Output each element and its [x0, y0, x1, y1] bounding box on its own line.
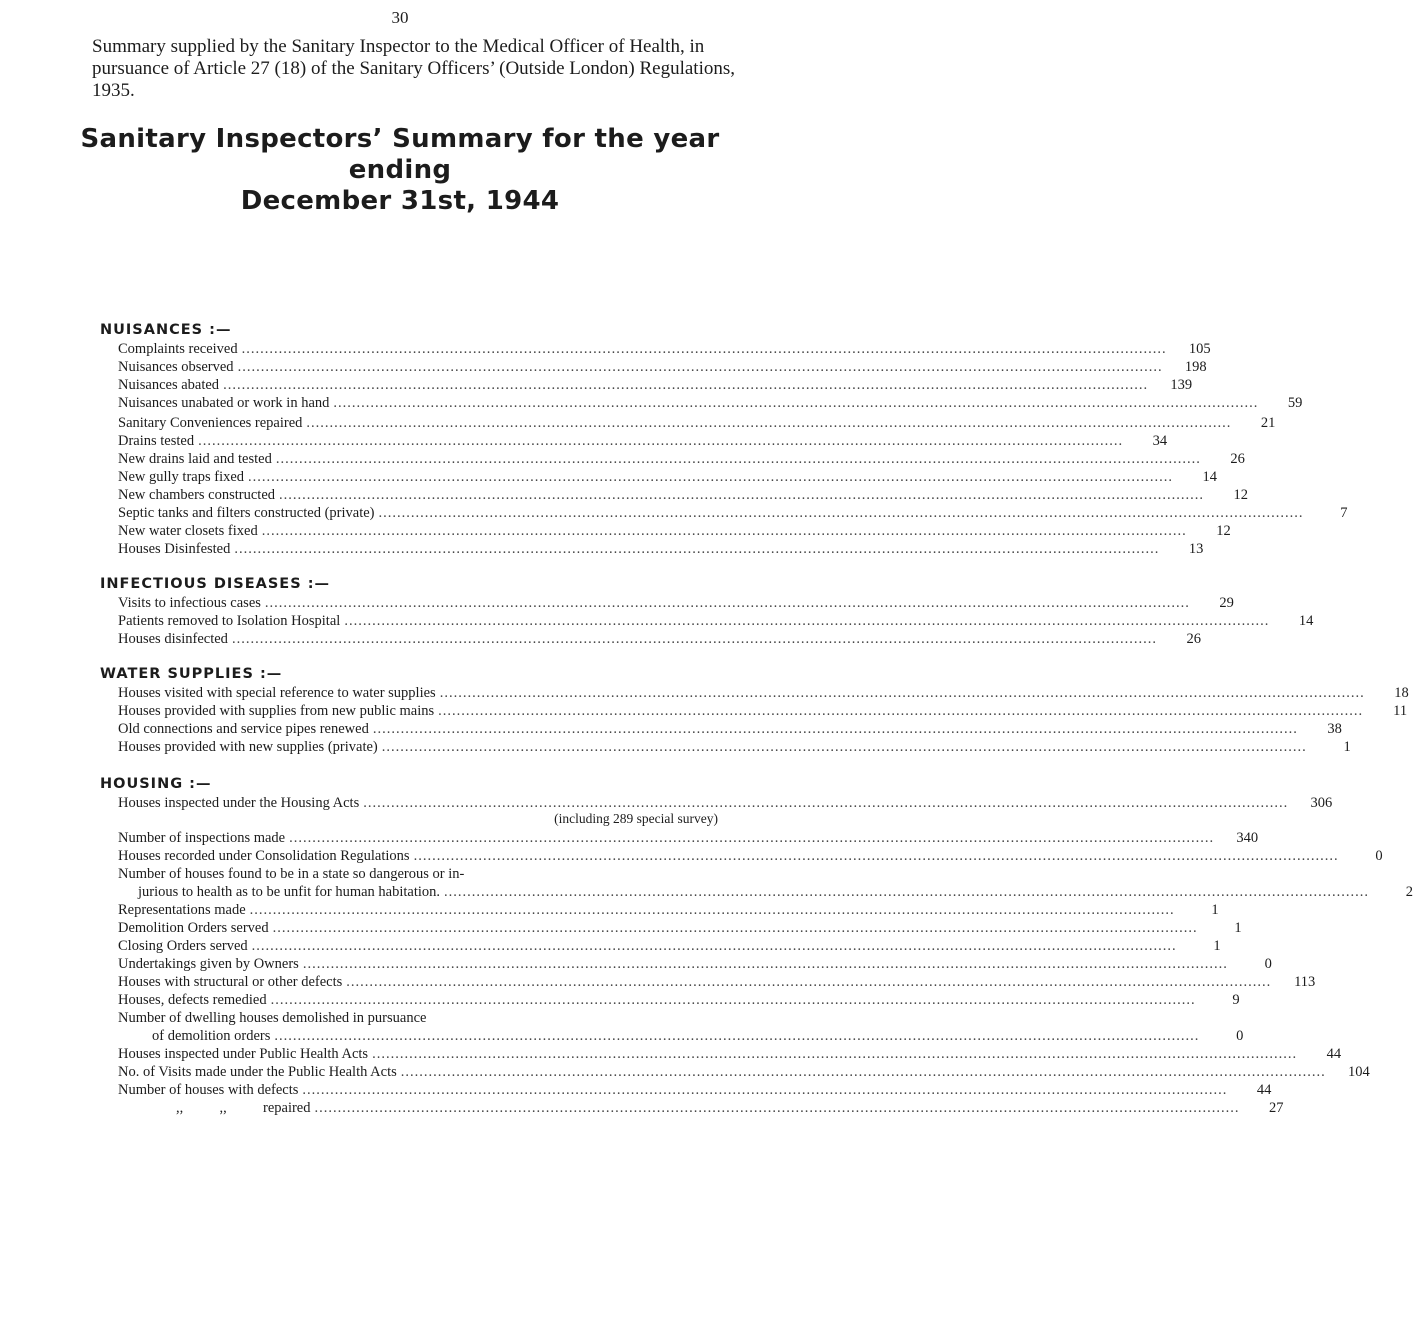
- row-value: 26: [1186, 631, 1201, 647]
- table-row: [118, 973, 1316, 991]
- row-value: 0: [1236, 1028, 1244, 1044]
- dot-leader: ........................................................................................................................................................................................................: [248, 469, 1174, 485]
- row-label: Houses provided with supplies from new public mains: [118, 703, 435, 719]
- row-value: 21: [1260, 415, 1276, 431]
- row-label: New chambers constructed: [118, 487, 276, 503]
- table-row: [118, 540, 1204, 558]
- table-row: [118, 504, 1348, 522]
- row-value: 104: [1348, 1064, 1370, 1080]
- table-row: [118, 919, 1242, 937]
- row-label: ,, ,, repaired: [176, 1100, 311, 1116]
- table-row: [118, 937, 1221, 955]
- dot-leader: ........................................................................................................................................................................................................: [223, 377, 1149, 393]
- table-row: [118, 794, 1333, 812]
- special-survey-note: (including 289 special survey): [554, 811, 718, 826]
- table-row: [118, 358, 1207, 376]
- row-label: Complaints received: [118, 341, 238, 357]
- dot-leader: ........................................................................................................................................................................................................: [261, 523, 1187, 539]
- row-label: Houses with structural or other defects: [118, 974, 343, 990]
- row-value: 14: [1202, 469, 1218, 485]
- row-label: Houses Disinfested: [118, 541, 231, 557]
- row-value: 27: [1269, 1100, 1284, 1116]
- row-value: 113: [1294, 974, 1316, 990]
- table-row: [118, 468, 1218, 486]
- row-value: 11: [1393, 703, 1408, 719]
- dot-leader: ........................................................................................................................................................................................................: [439, 685, 1365, 701]
- dot-leader: ........................................................................................................................................................................................................: [306, 415, 1232, 431]
- table-row: [118, 829, 1259, 847]
- dot-leader: ........................................................................................................................................................................................................: [270, 992, 1196, 1008]
- row-label: New drains laid and tested: [118, 451, 272, 467]
- row-value: 1: [1213, 938, 1221, 954]
- dot-leader: ........................................................................................................................................................................................................: [302, 956, 1228, 972]
- table-row: [176, 1099, 1284, 1117]
- row-label: Sanitary Conveniences repaired: [118, 415, 303, 431]
- dot-leader: ........................................................................................................................................................................................................: [234, 541, 1160, 557]
- row-label: Representations made: [118, 902, 246, 918]
- table-row: [118, 612, 1314, 630]
- row-label: Nuisances abated: [118, 377, 220, 393]
- row-value: 1: [1343, 739, 1351, 755]
- housing-heading: HOUSING :—: [100, 776, 212, 792]
- page-title: [80, 124, 720, 217]
- table-row: [118, 847, 1383, 865]
- row-label: Visits to infectious cases: [118, 595, 261, 611]
- row-label: Nuisances unabated or work in hand: [118, 395, 330, 411]
- row-label: Demolition Orders served: [118, 920, 269, 936]
- row-label: Houses disinfected: [118, 631, 228, 647]
- row-value: 306: [1310, 795, 1333, 811]
- dot-leader: ........................................................................................................................................................................................................: [264, 595, 1190, 611]
- row-label: jurious to health as to be unfit for human habitation.: [138, 884, 441, 900]
- row-value: 13: [1188, 541, 1204, 557]
- row-value: 44: [1326, 1046, 1342, 1062]
- dot-leader: ........................................................................................................................................................................................................: [274, 1028, 1200, 1044]
- dot-leader: ........................................................................................................................................................................................................: [275, 451, 1201, 467]
- row-label: Number of houses with defects: [118, 1082, 299, 1098]
- row-label: Houses recorded under Consolidation Regulations: [118, 848, 410, 864]
- dot-leader: ........................................................................................................................................................................................................: [372, 1046, 1298, 1062]
- dot-leader: ........................................................................................................................................................................................................: [302, 1082, 1228, 1098]
- row-label: New water closets fixed: [118, 523, 258, 539]
- dot-leader: ........................................................................................................................................................................................................: [381, 739, 1307, 755]
- row-label: Houses, defects remedied: [118, 992, 267, 1008]
- table-row: [118, 594, 1234, 612]
- dot-leader: ........................................................................................................................................................................................................: [378, 505, 1304, 521]
- row-label: Houses visited with special reference to water supplies: [118, 685, 436, 701]
- row-label: New gully traps fixed: [118, 469, 245, 485]
- row-value: 139: [1170, 377, 1193, 393]
- row-label: No. of Visits made under the Public Health Acts: [118, 1064, 397, 1080]
- table-row: [118, 738, 1351, 756]
- dot-leader: ........................................................................................................................................................................................................: [346, 974, 1272, 990]
- row-value: 7: [1340, 505, 1348, 521]
- row-label-first-line: Number of dwelling houses demolished in pursuance: [118, 1010, 427, 1026]
- row-value: 59: [1287, 395, 1303, 411]
- row-value: 26: [1230, 451, 1245, 467]
- row-value: 340: [1236, 830, 1259, 846]
- dot-leader: ........................................................................................................................................................................................................: [372, 721, 1298, 737]
- row-value: 9: [1232, 992, 1240, 1008]
- row-label: of demolition orders: [152, 1028, 271, 1044]
- row-value: 1: [1211, 902, 1219, 918]
- table-row: [118, 720, 1342, 738]
- table-row: [118, 432, 1168, 450]
- dot-leader: ........................................................................................................................................................................................................: [251, 938, 1177, 954]
- table-row: [118, 1081, 1272, 1099]
- dot-leader: ........................................................................................................................................................................................................: [289, 830, 1215, 846]
- row-label: Drains tested: [118, 433, 195, 449]
- dot-leader: ........................................................................................................................................................................................................: [272, 920, 1198, 936]
- dot-leader: ........................................................................................................................................................................................................: [279, 487, 1205, 503]
- table-row: [118, 414, 1276, 432]
- table-row: [118, 991, 1240, 1009]
- infectious-diseases-heading: INFECTIOUS DISEASES :—: [100, 576, 330, 592]
- row-label: Houses provided with new supplies (private): [118, 739, 378, 755]
- row-label: Septic tanks and filters constructed (private): [118, 505, 375, 521]
- table-row: [118, 1063, 1370, 1081]
- row-value: 14: [1298, 613, 1314, 629]
- row-label: Patients removed to Isolation Hospital: [118, 613, 341, 629]
- row-value: 18: [1394, 685, 1409, 701]
- title-line-1: Sanitary Inspectors’ Summary for the year ending: [80, 124, 720, 185]
- row-label-first-line: Number of houses found to be in a state so dangerous or in-: [118, 866, 465, 882]
- row-value: 105: [1188, 341, 1211, 357]
- table-row: [118, 702, 1408, 720]
- row-value: 34: [1152, 433, 1168, 449]
- row-value: 0: [1375, 848, 1383, 864]
- table-row: [118, 684, 1409, 702]
- table-row: [118, 340, 1211, 358]
- table-row: [138, 883, 1413, 901]
- table-row: [118, 1045, 1342, 1063]
- row-value: 198: [1184, 359, 1207, 375]
- title-line-2: December 31st, 1944: [240, 186, 560, 216]
- row-label: Houses inspected under Public Health Acts: [118, 1046, 369, 1062]
- row-value: 12: [1216, 523, 1231, 539]
- dot-leader: ........................................................................................................................................................................................................: [333, 395, 1259, 411]
- nuisances-heading: NUISANCES :—: [100, 322, 232, 338]
- dot-leader: ........................................................................................................................................................................................................: [413, 848, 1339, 864]
- table-row: [118, 955, 1272, 973]
- table-row: [118, 394, 1303, 412]
- row-label: Closing Orders served: [118, 938, 248, 954]
- page-number: 30: [391, 8, 409, 27]
- dot-leader: ........................................................................................................................................................................................................: [344, 613, 1270, 629]
- row-value: 38: [1327, 721, 1342, 737]
- table-row: [118, 376, 1193, 394]
- row-value: 2: [1405, 884, 1413, 900]
- row-value: 1: [1234, 920, 1242, 936]
- row-label: Houses inspected under the Housing Acts: [118, 795, 360, 811]
- row-value: 12: [1233, 487, 1249, 503]
- dot-leader: ........................................................................................................................................................................................................: [198, 433, 1124, 449]
- intro-paragraph: Summary supplied by the Sanitary Inspector to the Medical Officer of Health, in pursuance of Article 27 (18) of the Sanitary Officers’ (Outside London) Regulations, 1935.: [92, 36, 736, 101]
- dot-leader: ........................................................................................................................................................................................................: [444, 884, 1370, 900]
- dot-leader: ........................................................................................................................................................................................................: [231, 631, 1157, 647]
- dot-leader: ........................................................................................................................................................................................................: [237, 359, 1163, 375]
- row-label: Nuisances observed: [118, 359, 234, 375]
- table-row: [118, 486, 1249, 504]
- table-row: [152, 1027, 1244, 1045]
- row-label: Old connections and service pipes renewed: [118, 721, 369, 737]
- row-label: Number of inspections made: [118, 830, 286, 846]
- dot-leader: ........................................................................................................................................................................................................: [249, 902, 1175, 918]
- table-row: [118, 522, 1231, 540]
- table-row: [118, 450, 1245, 468]
- row-value: 0: [1264, 956, 1272, 972]
- dot-leader: ........................................................................................................................................................................................................: [314, 1100, 1240, 1116]
- row-label: Undertakings given by Owners: [118, 956, 299, 972]
- dot-leader: ........................................................................................................................................................................................................: [241, 341, 1167, 357]
- table-row: [118, 901, 1219, 919]
- row-value: 44: [1256, 1082, 1272, 1098]
- row-value: 29: [1219, 595, 1234, 611]
- dot-leader: ........................................................................................................................................................................................................: [363, 795, 1289, 811]
- water-supplies-heading: WATER SUPPLIES :—: [100, 666, 283, 682]
- table-row: [118, 630, 1201, 648]
- dot-leader: ........................................................................................................................................................................................................: [438, 703, 1364, 719]
- dot-leader: ........................................................................................................................................................................................................: [400, 1064, 1326, 1080]
